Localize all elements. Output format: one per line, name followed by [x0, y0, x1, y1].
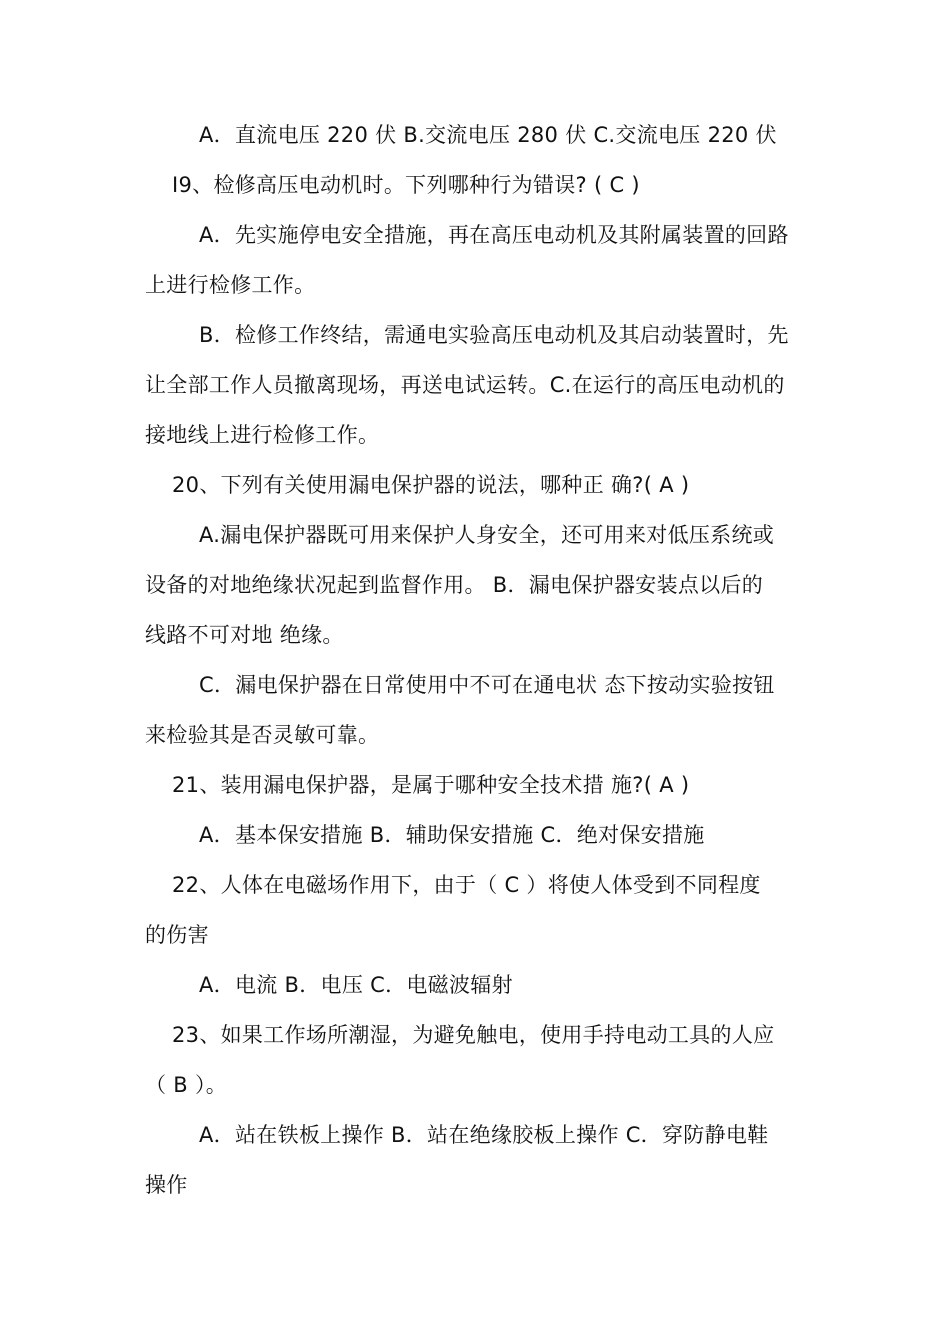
q22-question-line1: 22、人体在电磁场作用下，由于（ C ）将使人体受到不同程度: [172, 873, 761, 897]
q19-option-a-line2: 上进行检修工作。: [145, 273, 316, 297]
q23-options-line1: A．站在铁板上操作 B．站在绝缘胶板上操作 C．穿防静电鞋: [199, 1123, 769, 1147]
q21-question: 21、装用漏电保护器，是属于哪种安全技术措 施?( A ): [172, 773, 690, 797]
q19-option-a-line1: A．先实施停电安全措施，再在高压电动机及其附属装置的回路: [199, 223, 789, 247]
q20-option-a-line2: 设备的对地绝缘状况起到监督作用。 B．漏电保护器安装点以后的: [145, 573, 764, 597]
q22-options: A．电流 B．电压 C．电磁波辐射: [199, 973, 513, 997]
q23-question-line2: （ B ）。: [145, 1073, 228, 1097]
q18-options: A．直流电压 220 伏 B.交流电压 280 伏 C.交流电压 220 伏: [199, 123, 777, 147]
q19-question: I9、检修高压电动机时。下列哪种行为错误? ( C ): [172, 173, 640, 197]
q23-options-line2: 操作: [145, 1173, 188, 1197]
q22-question-line2: 的伤害: [145, 923, 209, 947]
q19-option-b-line1: B．检修工作终结，需通电实验高压电动机及其启动装置时，先: [199, 323, 789, 347]
q23-question-line1: 23、如果工作场所潮湿，为避免触电，使用手持电动工具的人应: [172, 1023, 775, 1047]
q19-option-c-line: 接地线上进行检修工作。: [145, 423, 380, 447]
q19-option-b-line2: 让全部工作人员撤离现场，再送电试运转。C.在运行的高压电动机的: [145, 373, 785, 397]
q21-options: A．基本保安措施 B．辅助保安措施 C．绝对保安措施: [199, 823, 705, 847]
q20-option-c-line2: 来检验其是否灵敏可靠。: [145, 723, 380, 747]
q20-option-c-line1: C．漏电保护器在日常使用中不可在通电状 态下按动实验按钮: [199, 673, 775, 697]
q20-question: 20、下列有关使用漏电保护器的说法，哪种正 确?( A ): [172, 473, 690, 497]
q20-option-b-line2: 线路不可对地 绝缘。: [145, 623, 344, 647]
q20-option-a-line1: A.漏电保护器既可用来保护人身安全，还可用来对低压系统或: [199, 523, 775, 547]
